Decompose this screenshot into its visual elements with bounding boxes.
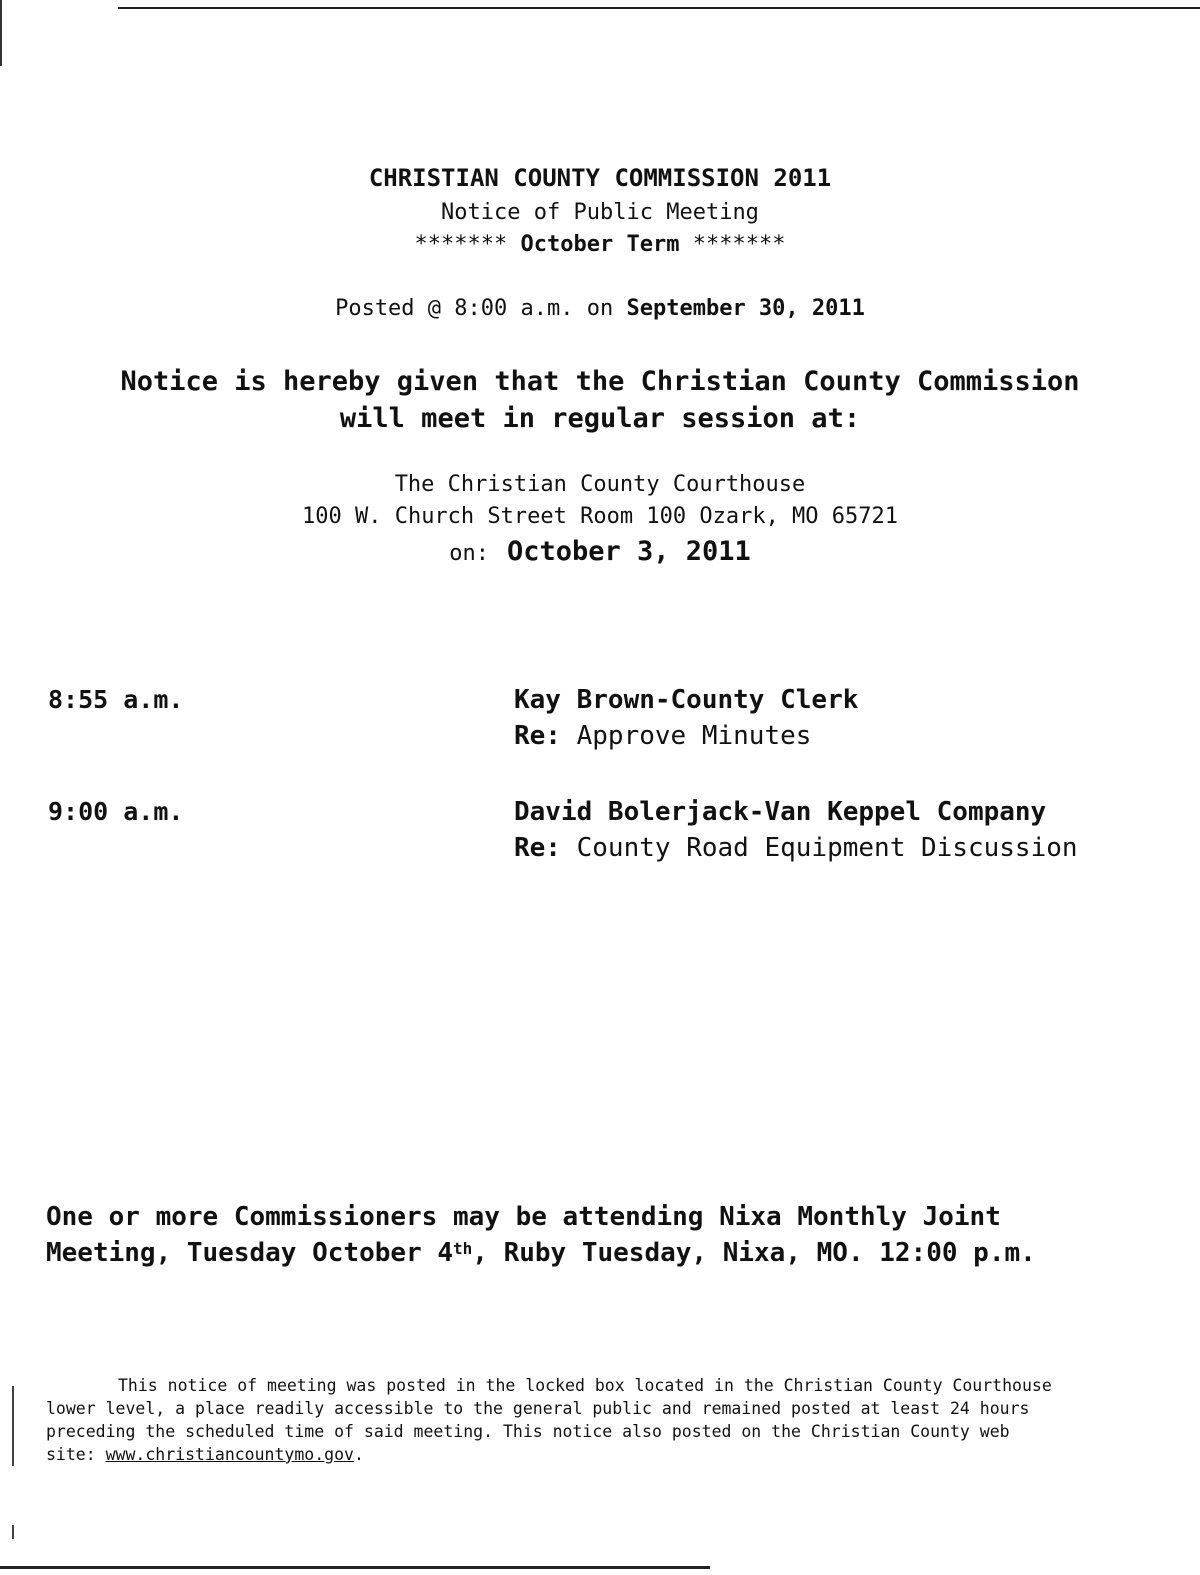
term-line — [0, 232, 1200, 257]
document-title: CHRISTIAN COUNTY COMMISSION 2011 — [368, 164, 832, 192]
on-label: on: — [449, 541, 489, 566]
re-label: Re: — [514, 833, 561, 863]
agenda-subject — [514, 721, 811, 751]
website-link[interactable]: www.christiancountymo.gov — [105, 1445, 354, 1464]
agenda-time: 9:00 a.m. — [48, 797, 184, 826]
margin-bar — [12, 1525, 14, 1539]
notice-line-1: Notice is hereby given that the Christian County Commission — [120, 366, 1080, 397]
agenda-subject — [514, 833, 1078, 863]
meeting-date: October 3, 2011 — [506, 536, 751, 567]
location-building: The Christian County Courthouse — [394, 472, 806, 497]
re-text: County Road Equipment Discussion — [576, 833, 1078, 863]
term-stars-left: ******* — [414, 232, 508, 257]
posting-notice-line: preceding the scheduled time of said meeting. This notice also posted on the Christian County web — [46, 1422, 1010, 1441]
notice-line-2: will meet in regular session at: — [339, 403, 861, 434]
term-stars-right: ******* — [692, 232, 786, 257]
document-subtitle: Notice of Public Meeting — [441, 200, 759, 225]
ordinal-suffix: th — [453, 1239, 473, 1258]
re-text: Approve Minutes — [576, 721, 812, 751]
scan-edge-left — [0, 0, 2, 66]
agenda-time: 8:55 a.m. — [48, 685, 184, 714]
re-label: Re: — [514, 721, 561, 751]
joint-meeting-line-2 — [46, 1235, 1036, 1271]
site-suffix: . — [353, 1445, 364, 1464]
joint-line2-prefix: Meeting, Tuesday October 4 — [46, 1238, 453, 1268]
posting-notice-line: lower level, a place readily accessible to the general public and remained posted at least 24 hours — [46, 1399, 1030, 1418]
posted-prefix: Posted @ 8:00 a.m. on — [335, 296, 614, 321]
posting-notice-line — [46, 1443, 1146, 1466]
joint-meeting-line-1: One or more Commissioners may be attending Nixa Monthly Joint — [46, 1202, 1001, 1232]
margin-bar — [12, 1386, 14, 1466]
posting-notice — [46, 1374, 1146, 1466]
scan-line-bottom — [0, 1566, 710, 1569]
meeting-date-line — [0, 536, 1200, 567]
agenda-presenter: Kay Brown-County Clerk — [514, 685, 859, 715]
posted-date: September 30, 2011 — [626, 296, 865, 321]
scan-line-top — [118, 7, 1200, 9]
joint-line2-suffix: , Ruby Tuesday, Nixa, MO. 12:00 p.m. — [472, 1238, 1036, 1268]
site-label: site: — [46, 1445, 96, 1464]
agenda-presenter: David Bolerjack-Van Keppel Company — [514, 797, 1047, 827]
posted-line — [0, 296, 1200, 321]
term-label: October Term — [520, 232, 680, 257]
posting-notice-line: This notice of meeting was posted in the locked box located in the Christian County Courthouse — [118, 1376, 1052, 1395]
location-address: 100 W. Church Street Room 100 Ozark, MO 65721 — [301, 504, 899, 529]
